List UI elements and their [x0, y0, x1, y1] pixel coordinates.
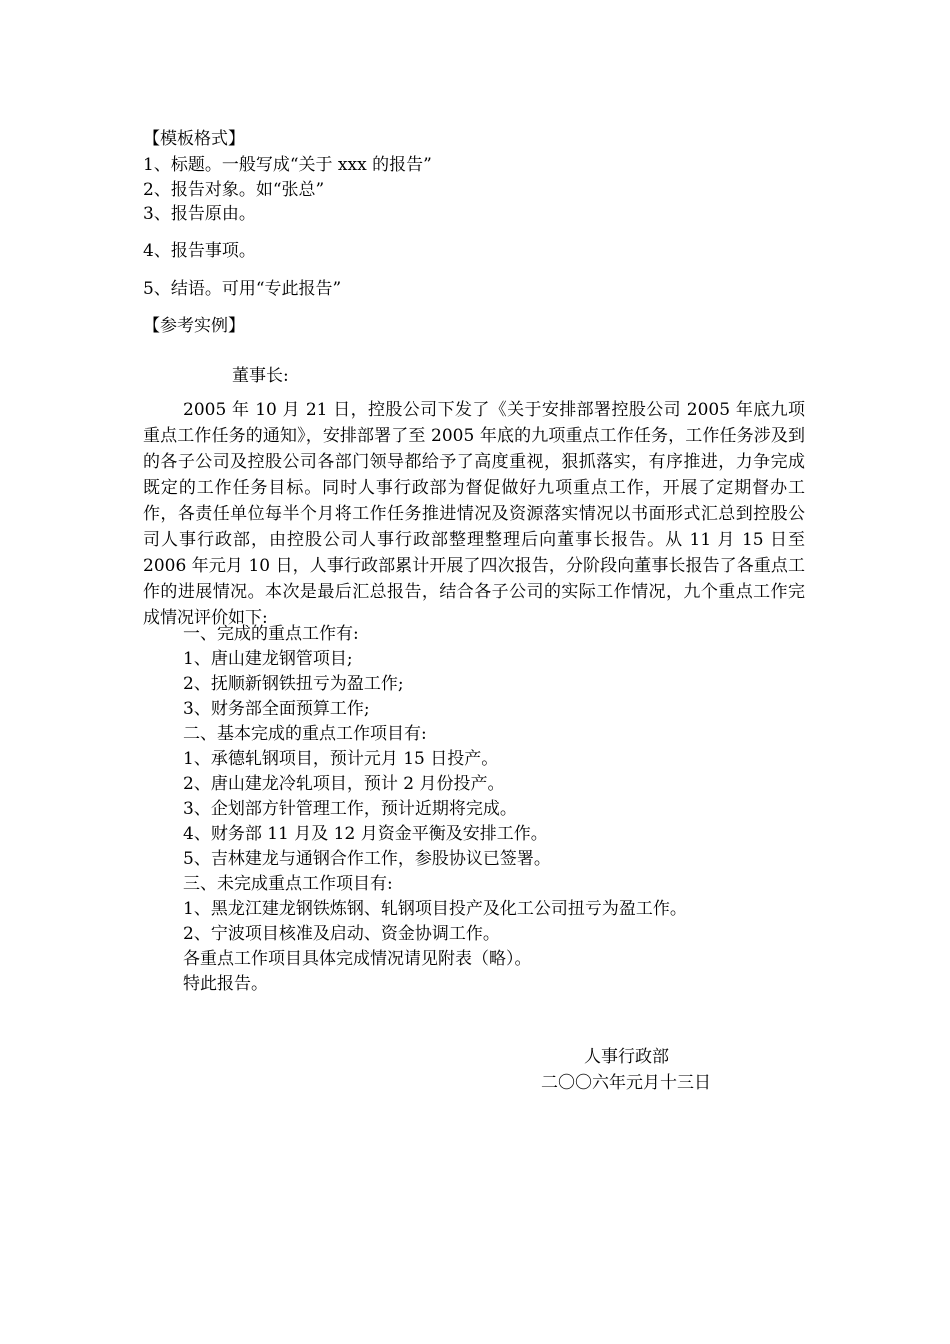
section-heading: 三、未完成重点工作项目有: — [183, 874, 393, 894]
list-item: 2、宁波项目核准及启动、资金协调工作。 — [183, 924, 500, 944]
section-heading: 二、基本完成的重点工作项目有: — [183, 724, 427, 744]
list-item: 5、吉林建龙与通钢合作工作，参股协议已签署。 — [183, 849, 551, 869]
list-item: 2、唐山建龙冷轧项目，预计 2 月份投产。 — [183, 774, 505, 794]
template-item: 5、结语。可用“专此报告” — [143, 279, 342, 299]
template-item: 3、报告原由。 — [143, 204, 256, 224]
salutation: 董事长: — [232, 366, 289, 386]
template-item: 4、报告事项。 — [143, 241, 256, 261]
example-heading: 【参考实例】 — [143, 316, 245, 336]
list-item: 2、抚顺新钢铁扭亏为盈工作; — [183, 674, 404, 694]
template-heading: 【模板格式】 — [143, 129, 245, 149]
template-item: 1、标题。一般写成“关于 xxx 的报告” — [143, 155, 432, 175]
list-item: 3、财务部全面预算工作; — [183, 699, 370, 719]
list-item: 1、唐山建龙钢管项目; — [183, 649, 353, 669]
intro-paragraph: 2005 年 10 月 21 日，控股公司下发了《关于安排部署控股公司 2005 年底九项重点工作任务的通知》，安排部署了至 2005 年底的九项重点工作任务，工作任务涉及到的各子公司及控股公司各部门领导都给予了高度重视，狠抓落实，有序推进，力争完成既定的工作任务目标。同时人事行政部为督促做好九项重点工作，开展了定期督办工作，各责任单位每半个月将工作任务推进情况及资源落实情况以书面形式汇总到控股公司人事行政部，由控股公司人事行政部整理整理后向董事长报告。从 11 月 15 日至 2006 年元月 10 日，人事行政部累计开展了四次报告，分阶段向董事长报告了各重点工作的进展情况。本次是最后汇总报告，结合各子公司的实际工作情况，九个重点工作完成情况评价如下: — [143, 400, 805, 628]
signature-department: 人事行政部 — [584, 1047, 669, 1067]
template-item: 2、报告对象。如“张总” — [143, 180, 325, 200]
list-item: 1、黑龙江建龙钢铁炼钢、轧钢项目投产及化工公司扭亏为盈工作。 — [183, 899, 687, 919]
section-heading: 一、完成的重点工作有: — [183, 624, 359, 644]
closing-phrase: 特此报告。 — [183, 974, 268, 994]
closing-note: 各重点工作项目具体完成情况请见附表（略）。 — [183, 949, 532, 969]
list-item: 1、承德轧钢项目，预计元月 15 日投产。 — [183, 749, 499, 769]
list-item: 4、财务部 11 月及 12 月资金平衡及安排工作。 — [183, 824, 548, 844]
signature-date: 二〇〇六年元月十三日 — [541, 1073, 711, 1093]
list-item: 3、企划部方针管理工作，预计近期将完成。 — [183, 799, 517, 819]
